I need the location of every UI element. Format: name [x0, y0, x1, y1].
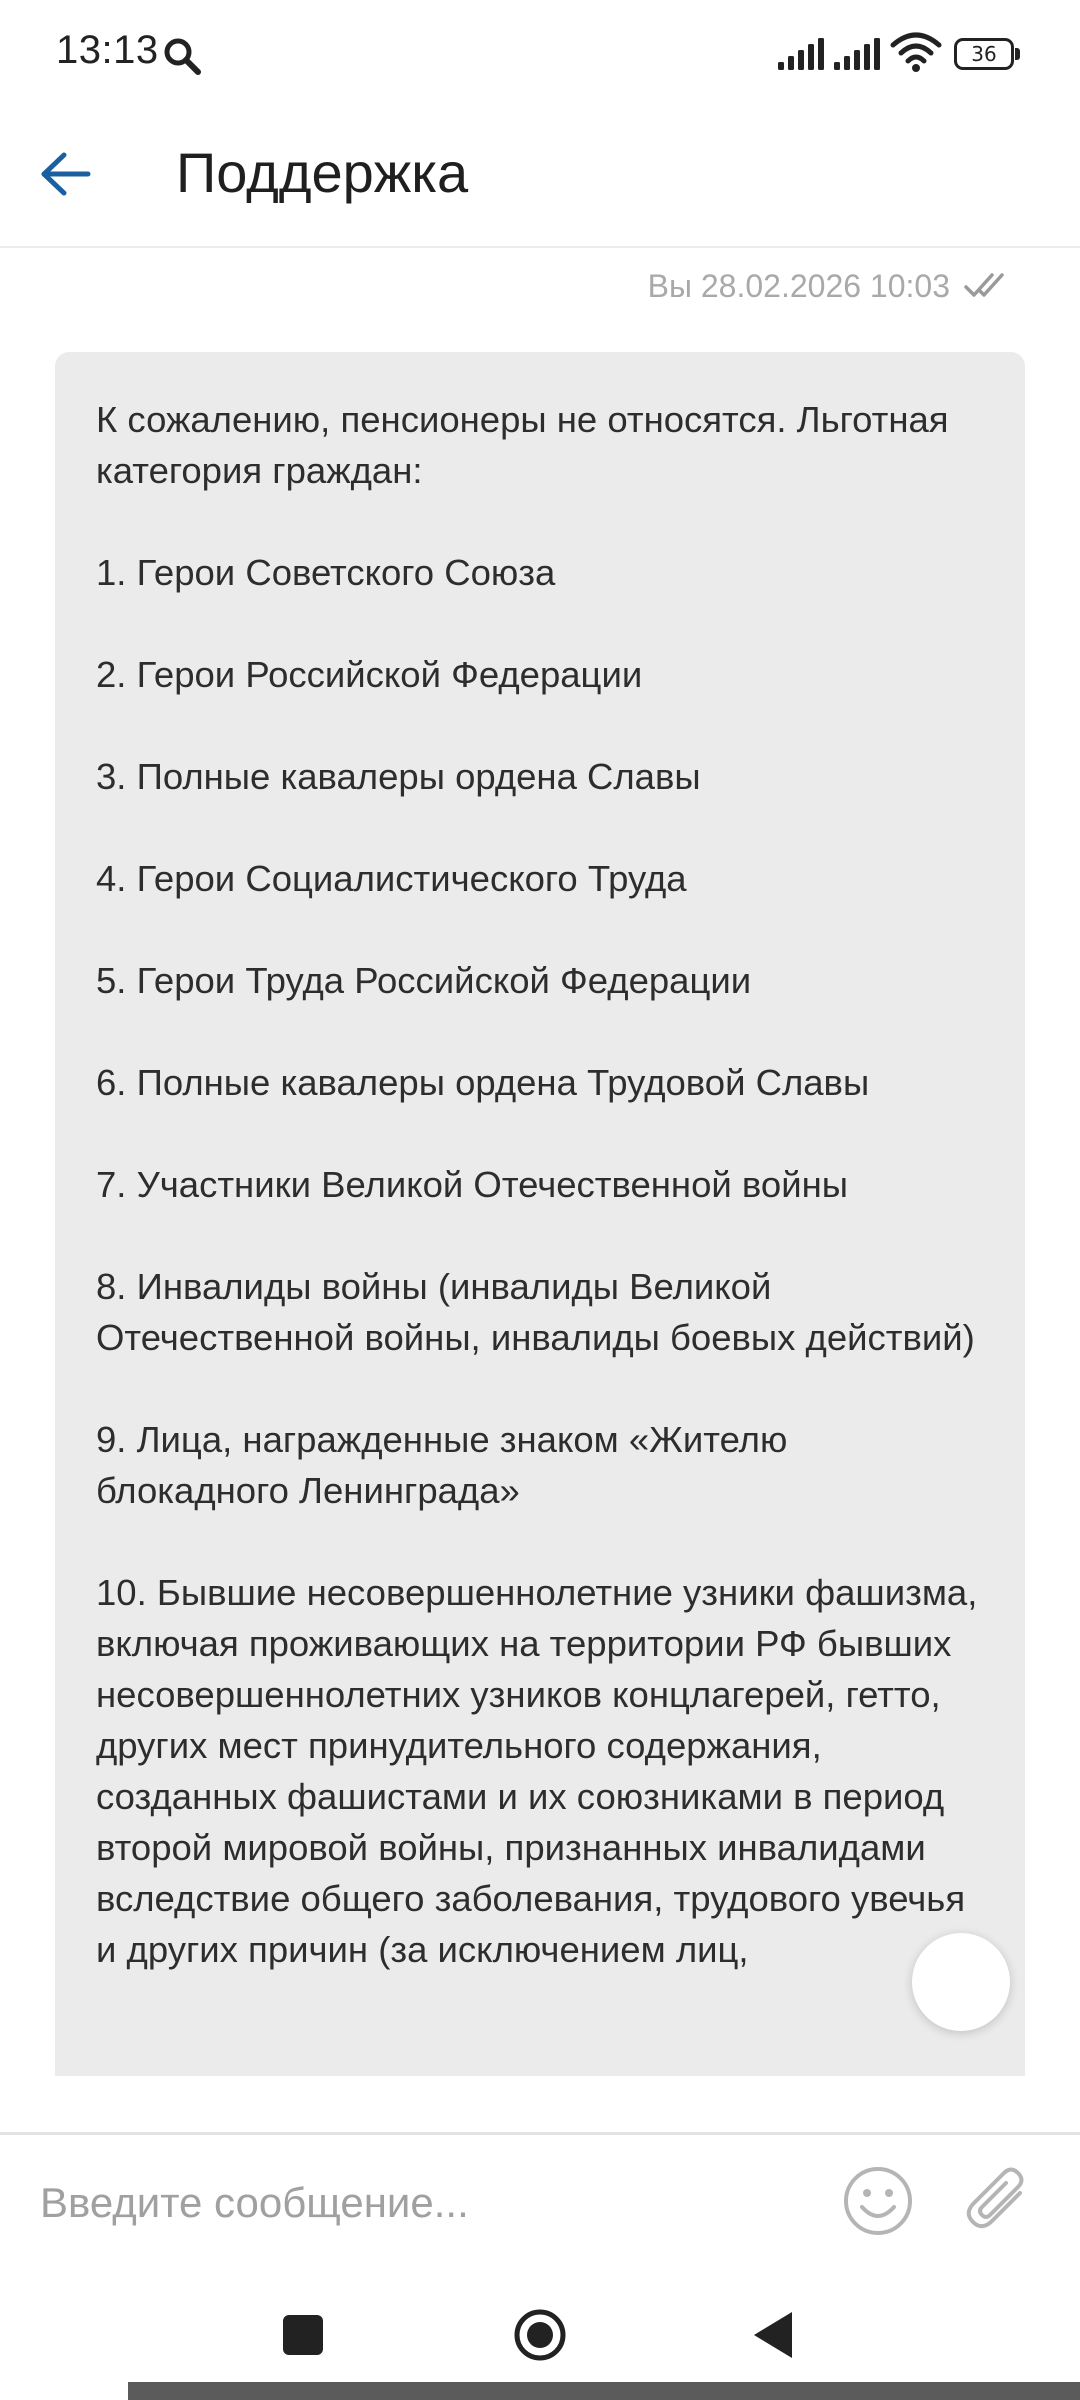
smiley-icon[interactable]: [842, 2165, 914, 2237]
status-bar: [0, 0, 1080, 108]
status-time: 13:13: [56, 28, 159, 72]
home-icon[interactable]: [513, 2308, 567, 2362]
message-paragraph: 8. Инвалиды войны (инвалиды Великой Отечественной войны, инвалиды боевых действий): [96, 1266, 975, 1358]
message-paragraph: 1. Герои Советского Союза: [96, 552, 556, 593]
battery-level: 36: [954, 38, 1014, 70]
search-icon: [162, 36, 202, 76]
system-nav-bar: [0, 2268, 1080, 2400]
back-icon[interactable]: [752, 2310, 794, 2360]
message-paragraph: 5. Герои Труда Российской Федерации: [96, 960, 752, 1001]
arrow-left-icon: [40, 152, 92, 196]
message-paragraph: 7. Участники Великой Отечественной войны: [96, 1164, 848, 1205]
message-composer: [0, 2132, 1080, 2268]
received-message-bubble[interactable]: [55, 352, 1025, 2076]
message-paragraph: 6. Полные кавалеры ордена Трудовой Славы: [96, 1062, 870, 1103]
recents-icon[interactable]: [283, 2315, 323, 2355]
app-header: [0, 108, 1080, 248]
message-paragraph: 4. Герои Социалистического Труда: [96, 858, 687, 899]
battery-icon: [954, 38, 1020, 70]
message-paragraph: 10. Бывшие несовершеннолетние узники фашизма, включая проживающих на территории РФ бывших несовершеннолетних узников концлагерей, гетто, других мест принудительного содержания, созданных фашистами и их союзниками в период второй мировой войны, признанных инвалидами вследствие общего заболевания, трудового увечья и других причин (за исключением лиц,: [96, 1572, 978, 1970]
battery-cap: [1015, 48, 1020, 60]
page-title: Поддержка: [176, 141, 469, 204]
scroll-down-button[interactable]: [912, 1933, 1010, 2031]
message-paragraph: 2. Герои Российской Федерации: [96, 654, 643, 695]
paperclip-icon[interactable]: [962, 2163, 1032, 2239]
signal-icon: [834, 38, 880, 70]
message-paragraph: 3. Полные кавалеры ордена Славы: [96, 756, 701, 797]
scroll-indicator: [128, 2382, 1080, 2400]
message-input[interactable]: [40, 2169, 800, 2237]
message-paragraph: 9. Лица, награжденные знаком «Жителю блокадного Ленинграда»: [96, 1419, 788, 1511]
back-button[interactable]: [30, 138, 102, 210]
signal-icon: [778, 38, 824, 70]
message-timestamp: Вы 28.02.2026 10:03: [647, 267, 950, 304]
message-text: [96, 394, 985, 1975]
message-paragraph: К сожалению, пенсионеры не относятся. Льготная категория граждан:: [96, 399, 949, 491]
wifi-icon: [890, 32, 942, 72]
sent-message-meta: [648, 260, 1010, 312]
double-check-icon: [964, 271, 1010, 301]
chat-messages[interactable]: [0, 250, 1080, 2076]
